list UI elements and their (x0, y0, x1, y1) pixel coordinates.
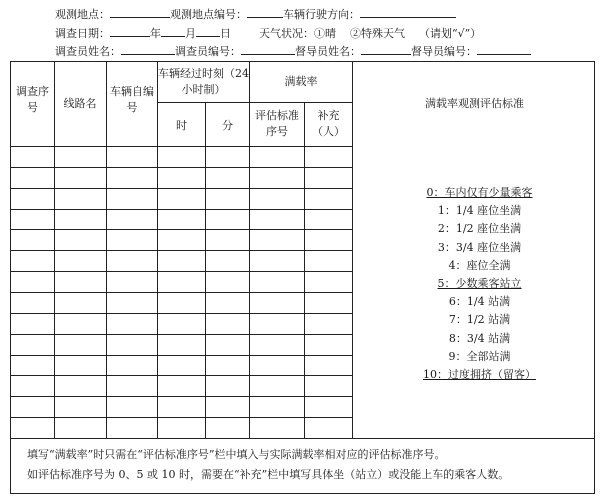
criteria-item-label: 1：1/4 座位坐满 (437, 204, 522, 218)
criteria-item (363, 239, 596, 257)
criteria-item-label: 2：1/2 座位坐满 (437, 222, 522, 236)
criteria-item-label: 6：1/4 站满 (448, 295, 511, 309)
direction-label: 车辆行驶方向： (283, 8, 360, 21)
criteria-item-label: 8：3/4 站满 (448, 331, 511, 345)
day-field[interactable] (196, 25, 220, 37)
supervisor-name-field[interactable] (361, 43, 411, 55)
table-row-divider (11, 355, 352, 356)
criteria-item (363, 257, 596, 275)
site-code-label: 观测地点编号： (170, 8, 247, 21)
direction-field[interactable] (360, 6, 456, 18)
weather-special-option[interactable]: ②特殊天气 (350, 27, 405, 40)
supervisor-name-label: 督导员姓名： (295, 45, 361, 58)
criteria-item-label: 0：车内仅有少量乘客 (426, 186, 533, 199)
table-row-divider (11, 271, 352, 272)
header-criteria: 满载率观测评估标准 (425, 97, 524, 110)
weather-label: 天气状况：①晴 (259, 27, 336, 40)
criteria-item (363, 202, 596, 220)
day-label: 日 (220, 27, 231, 40)
surveyor-name-label: 调查员姓名： (55, 45, 121, 58)
criteria-item-label: 4：座位全满 (448, 258, 511, 272)
criteria-item-label: 5：少数乘客站立 (437, 276, 522, 290)
criteria-list (363, 184, 596, 384)
year-field[interactable] (110, 25, 150, 37)
table-row-divider (11, 209, 352, 210)
surveyor-code-field[interactable] (241, 43, 295, 55)
table-row-divider (11, 292, 352, 293)
criteria-item-label: 10：过度拥挤（留客） (423, 367, 536, 381)
table-row-divider (11, 375, 352, 376)
header-line-1 (55, 6, 456, 22)
site-label: 观测地点： (55, 8, 110, 21)
table-row-divider (11, 188, 352, 189)
month-label: 月 (185, 27, 196, 40)
notes-box (10, 439, 595, 494)
header-seq: 调查序号 (16, 85, 49, 114)
criteria-item (363, 220, 596, 238)
table-row-divider (11, 396, 352, 397)
header-vehicle: 车辆自编号 (110, 85, 154, 114)
header-hour: 时 (176, 119, 187, 132)
month-field[interactable] (161, 25, 185, 37)
header-time: 车辆经过时刻（24 小时制） (158, 67, 249, 96)
criteria-item (363, 348, 596, 366)
criteria-item (363, 184, 596, 202)
table-row-divider (11, 167, 352, 168)
supervisor-code-field[interactable] (477, 43, 531, 55)
tick-note: （请划“√”） (419, 27, 482, 40)
year-label: 年 (150, 27, 161, 40)
table-row-divider (11, 334, 352, 335)
criteria-item (363, 275, 596, 293)
supervisor-code-label: 督导员编号： (411, 45, 477, 58)
table-row-divider (11, 313, 352, 314)
header-minute: 分 (222, 119, 233, 132)
note-line-2: 如评估标准序号为 0、5 或 10 时，需要在“补充”栏中填写具体坐（站立）或没能上车的乘客人数。 (27, 468, 510, 481)
date-label: 调查日期： (55, 27, 110, 40)
header-load-rate: 满载率 (284, 75, 318, 88)
criteria-item-label: 3：3/4 座位坐满 (437, 240, 522, 254)
surveyor-name-field[interactable] (121, 43, 175, 55)
site-code-field[interactable] (247, 6, 283, 18)
header-route: 线路名 (63, 97, 97, 110)
criteria-item-label: 9：全部站满 (448, 349, 511, 363)
criteria-item (363, 330, 596, 348)
note-line-1: 填写“满载率”时只需在“评估标准序号”栏中填入与实际满载率相对应的评估标准序号。 (27, 448, 446, 461)
criteria-item (363, 311, 596, 329)
surveyor-code-label: 调查员编号： (175, 45, 241, 58)
table-row-divider (11, 229, 352, 230)
header-line-3 (55, 43, 531, 59)
table-row-divider (11, 250, 352, 251)
site-field[interactable] (110, 6, 170, 18)
header-standard-no: 评估标准序号 (255, 109, 299, 138)
criteria-item (363, 366, 596, 384)
criteria-item (363, 293, 596, 311)
table-row-divider (11, 417, 352, 418)
criteria-item-label: 7：1/2 站满 (448, 313, 511, 327)
survey-table (10, 61, 595, 439)
header-extra: 补充（人） (312, 109, 345, 138)
header-line-2 (55, 25, 481, 41)
